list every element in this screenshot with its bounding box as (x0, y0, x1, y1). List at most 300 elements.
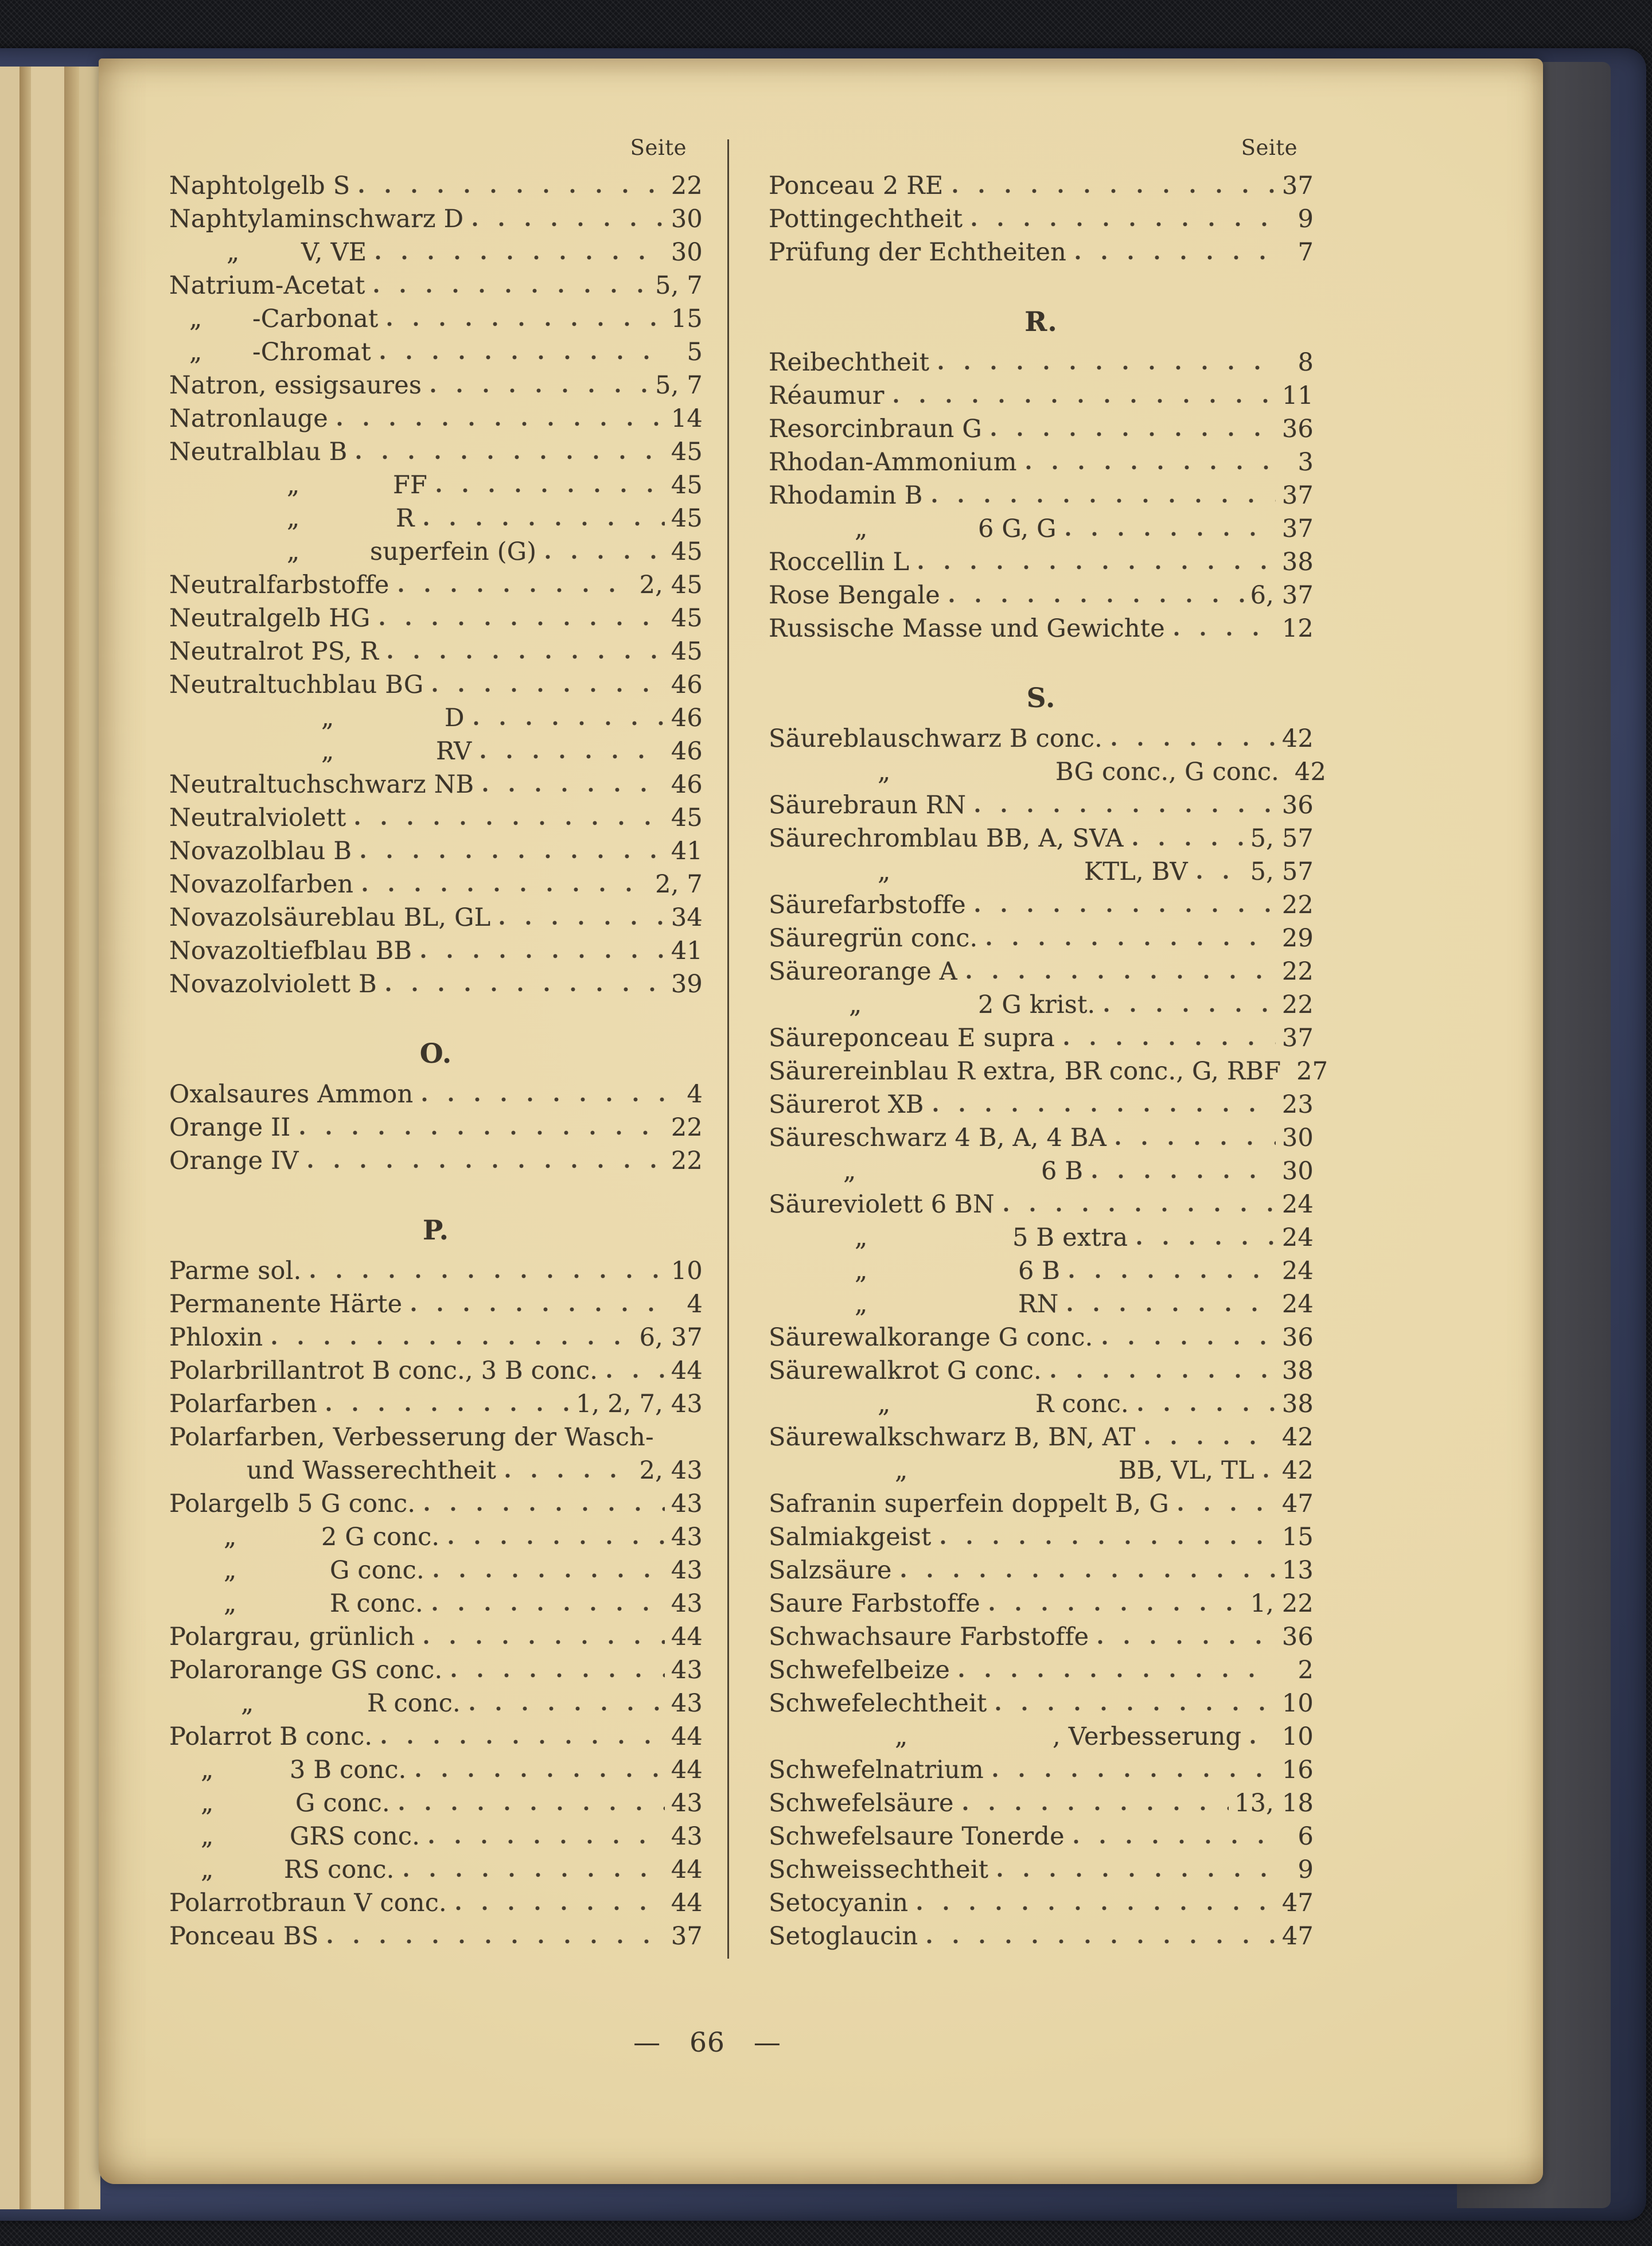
index-entry-row (169, 1620, 703, 1654)
leader-dots (473, 222, 665, 227)
page-number: 43 (671, 1689, 703, 1718)
index-entry-row (769, 1820, 1314, 1853)
page-number: 13 (1281, 1556, 1314, 1585)
entry-label: Salmiakgeist (769, 1523, 932, 1551)
page-number: 45 (671, 637, 703, 666)
entry-label: Polarrot B conc. (169, 1722, 373, 1751)
page-number: 36 (1281, 791, 1314, 820)
leader-dots (355, 821, 665, 826)
index-entry-row (769, 1354, 1314, 1387)
index-entry-row (169, 1886, 703, 1920)
index-entry-row (169, 1454, 703, 1487)
index-entry-row (169, 968, 703, 1001)
page-number: 45 (671, 537, 703, 566)
index-entry-row (169, 568, 703, 602)
leader-dots (272, 1340, 633, 1346)
leader-dots (927, 1939, 1276, 1944)
leader-dots (1092, 1174, 1276, 1179)
index-entry-row (769, 1221, 1314, 1254)
index-entry-row (169, 202, 703, 236)
index-entry-row (169, 901, 703, 934)
page-number: 43 (671, 1523, 703, 1551)
index-entry-row (169, 1920, 703, 1953)
page-number: 37 (671, 1922, 703, 1951)
index-entry-row (769, 1021, 1314, 1055)
page-number: 24 (1281, 1190, 1314, 1219)
entry-label: D (445, 704, 465, 732)
page-number: 24 (1281, 1257, 1314, 1285)
leader-dots (967, 974, 1276, 980)
index-entry-row (769, 789, 1314, 822)
page-number: 38 (1281, 548, 1314, 576)
page-number: 37 (1281, 1024, 1314, 1052)
page-number: 46 (671, 770, 703, 799)
entry-label: -Carbonat (252, 305, 379, 333)
leader-dots (1074, 1839, 1276, 1845)
page-number: 44 (671, 1756, 703, 1784)
leader-dots (1051, 1374, 1276, 1379)
page-number: 6 (1298, 1822, 1314, 1851)
index-entry-row (769, 1654, 1314, 1687)
leader-dots (470, 1706, 665, 1711)
page-number: 24 (1281, 1223, 1314, 1252)
leader-dots (399, 588, 634, 593)
page-number: 29 (1281, 924, 1314, 953)
entry-label: Säureviolett 6 BN (769, 1190, 995, 1219)
index-entry-row (769, 1055, 1328, 1088)
page-number: 13, 18 (1234, 1789, 1314, 1818)
leader-dots (1098, 1640, 1276, 1645)
ditto-mark: „ (878, 1390, 891, 1418)
index-entry-row (769, 1554, 1314, 1587)
index-entry-row (169, 1354, 703, 1387)
index-entry-row (769, 822, 1314, 855)
page-stack-edge (31, 67, 64, 2209)
leader-dots (933, 1108, 1276, 1113)
page-number: 46 (671, 704, 703, 732)
leader-dots (388, 654, 665, 660)
page-number: 5, 7 (655, 271, 703, 300)
section-heading: O. (419, 1038, 453, 1070)
index-entry-row (169, 1687, 703, 1720)
page-number: 24 (1281, 1290, 1314, 1319)
entry-label: Naphtylaminschwarz D (169, 205, 464, 233)
index-entry-row (769, 755, 1327, 789)
index-entry-row (769, 1587, 1314, 1620)
index-entry-row (769, 1853, 1314, 1886)
page-number: 9 (1298, 205, 1314, 233)
index-entry-row (769, 1387, 1314, 1421)
page-number: 2 (1298, 1656, 1314, 1684)
entry-label: Rhodan-Ammonium (769, 448, 1017, 477)
leader-dots (949, 598, 1245, 603)
index-entry-row (769, 379, 1314, 412)
entry-label: und Wasserechtheit (247, 1456, 497, 1485)
leader-dots (607, 1374, 665, 1379)
entry-label: Polarrotbraun V conc. (169, 1889, 447, 1917)
leader-dots (404, 1873, 665, 1878)
index-entry-row (169, 369, 703, 402)
leader-dots (380, 621, 665, 626)
index-entry-row (769, 1886, 1314, 1920)
entry-label: Safranin superfein doppelt B, G (769, 1489, 1169, 1518)
page-number: 22 (671, 171, 703, 200)
index-entry-row (169, 1321, 703, 1354)
leader-dots (326, 1407, 570, 1412)
index-entry-row (169, 269, 703, 302)
index-entry-row (169, 502, 703, 535)
page-number: 5, 57 (1250, 857, 1314, 886)
entry-label: BG conc., G conc. (1055, 758, 1280, 786)
index-entry-row (769, 1787, 1314, 1820)
entry-label: Neutraltuchblau BG (169, 670, 424, 699)
entry-label: Säureblauschwarz B conc. (769, 724, 1103, 753)
page-number: 6, 37 (639, 1323, 703, 1352)
ditto-mark: „ (201, 1756, 214, 1784)
page-number: 12 (1281, 614, 1314, 643)
page-number: 47 (1281, 1889, 1314, 1917)
ditto-mark: „ (224, 1556, 237, 1585)
page-number: 43 (671, 1589, 703, 1618)
column-divider-rule (727, 139, 729, 1959)
index-entry-row (769, 1620, 1314, 1654)
entry-label: Pottingechtheit (769, 205, 963, 233)
column-header-seite: Seite (1241, 135, 1298, 160)
leader-dots (1004, 1207, 1276, 1212)
leader-dots (434, 1573, 665, 1578)
index-entry-row (769, 988, 1314, 1021)
entry-label: Polarfarben (169, 1390, 317, 1418)
leader-dots (505, 1473, 633, 1479)
entry-label: Schwefelsäure (769, 1789, 954, 1818)
index-entry-row (769, 412, 1314, 446)
index-entry-row (769, 479, 1314, 512)
page-number: 36 (1281, 415, 1314, 443)
page-number: 1, 2, 7, 43 (575, 1390, 703, 1418)
ditto-mark: „ (189, 305, 202, 333)
entry-label: 3 B conc. (290, 1756, 407, 1784)
entry-label: Säureorange A (769, 957, 957, 986)
leader-dots (1116, 1141, 1276, 1146)
entry-label: R conc. (367, 1689, 461, 1718)
leader-dots (917, 1906, 1276, 1911)
entry-label: Resorcinbraun G (769, 415, 982, 443)
entry-label: Säurefarbstoffe (769, 891, 966, 919)
ditto-mark: „ (224, 1589, 237, 1618)
entry-label: Polargelb 5 G conc. (169, 1489, 416, 1518)
leader-dots (987, 941, 1276, 946)
index-entry-row (169, 635, 703, 668)
ditto-mark: „ (227, 238, 240, 267)
page-number: 1, 22 (1250, 1589, 1314, 1618)
entry-label: 2 G conc. (321, 1523, 440, 1551)
entry-label: Polarbrillantrot B conc., 3 B conc. (169, 1356, 598, 1385)
page-number: 45 (671, 804, 703, 832)
index-entry-row (769, 512, 1314, 545)
page-number: 30 (671, 205, 703, 233)
leader-dots (416, 1773, 665, 1778)
page-number: 10 (1281, 1689, 1314, 1718)
index-entry-row (769, 346, 1314, 379)
ditto-mark: „ (843, 1157, 856, 1186)
ditto-mark: „ (224, 1523, 237, 1551)
leader-dots (1145, 1440, 1276, 1445)
entry-label: V, VE (301, 238, 367, 267)
page-number: 41 (671, 937, 703, 965)
index-entry-row (769, 1520, 1314, 1554)
index-entry-row (769, 855, 1314, 888)
leader-dots (1026, 465, 1276, 470)
index-entry-row (169, 602, 703, 635)
ditto-mark: „ (855, 1223, 868, 1252)
entry-label: Rhodamin B (769, 481, 923, 510)
page-number: 42 (1294, 758, 1327, 786)
page-number: 5, 7 (655, 371, 703, 400)
leader-dots (1112, 742, 1276, 747)
entry-label: Schwefelbeize (769, 1656, 950, 1684)
page-number: 45 (671, 504, 703, 533)
leader-dots (938, 365, 1276, 371)
entry-label: Novazolblau B (169, 837, 352, 865)
leader-dots (1133, 841, 1245, 847)
leader-dots (411, 1307, 665, 1312)
page-number: 36 (1281, 1323, 1314, 1352)
page-number: 47 (1281, 1922, 1314, 1951)
index-entry-row (769, 1753, 1314, 1787)
ditto-mark: „ (189, 338, 202, 366)
index-entry-row (169, 535, 703, 568)
entry-label: Orange IV (169, 1147, 299, 1175)
leader-dots (356, 455, 665, 460)
leader-dots (474, 721, 665, 726)
ditto-mark: „ (878, 857, 891, 886)
leader-dots (1137, 1241, 1276, 1246)
index-entry-row (769, 1155, 1314, 1188)
index-entry-row (169, 868, 703, 901)
page-number: 43 (671, 1822, 703, 1851)
page-number: 44 (671, 1623, 703, 1651)
ditto-mark: „ (878, 758, 891, 786)
leader-dots (328, 1939, 665, 1944)
entry-label: RN (1018, 1290, 1059, 1319)
leader-dots (500, 921, 665, 926)
index-entry-row (769, 446, 1314, 479)
ditto-mark: „ (895, 1722, 908, 1751)
index-entry-row (169, 169, 703, 202)
page-number: 6, 37 (1250, 581, 1314, 610)
entry-label: Säuregrün conc. (769, 924, 978, 953)
page-number: 15 (1281, 1523, 1314, 1551)
index-entry-row (169, 336, 703, 369)
page-number: 30 (671, 238, 703, 267)
entry-label: Orange II (169, 1113, 291, 1142)
entry-label: Säureponceau E supra (769, 1024, 1055, 1052)
leader-dots (975, 908, 1276, 913)
leader-dots (953, 189, 1276, 194)
index-entry-row (169, 701, 703, 735)
page-number: 3 (1298, 448, 1314, 477)
entry-label: -Chromat (252, 338, 371, 366)
leader-dots (422, 1097, 665, 1102)
index-page (99, 59, 1543, 2184)
entry-label: Rose Bengale (769, 581, 940, 610)
index-entry-row (769, 579, 1314, 612)
section-heading: R. (1024, 306, 1058, 338)
index-entry-row (169, 469, 703, 502)
entry-label: Neutralblau B (169, 438, 348, 466)
entry-label: FF (393, 471, 428, 500)
entry-label: Phloxin (169, 1323, 263, 1352)
leader-dots (975, 808, 1276, 813)
entry-label: superfein (G) (370, 537, 537, 566)
index-entry-row (769, 612, 1314, 645)
leader-dots (1064, 1041, 1276, 1046)
entry-label: Säureschwarz 4 B, A, 4 BA (769, 1124, 1106, 1152)
entry-label: Polargrau, grünlich (169, 1623, 415, 1651)
entry-label: Ponceau 2 RE (769, 171, 944, 200)
page-number: 42 (1281, 1456, 1314, 1485)
entry-label: Ponceau BS (169, 1922, 319, 1951)
leader-dots (996, 1706, 1276, 1711)
leader-dots (932, 498, 1276, 504)
page-number: 38 (1281, 1390, 1314, 1418)
leader-dots (918, 565, 1276, 570)
leader-dots (437, 488, 665, 493)
entry-label: R (396, 504, 415, 533)
entry-label: Schwefelechtheit (769, 1689, 987, 1718)
ditto-mark: „ (201, 1822, 214, 1851)
leader-dots (310, 1274, 665, 1279)
page-number: 42 (1281, 1423, 1314, 1452)
leader-dots (387, 322, 665, 327)
entry-label: KTL, BV (1084, 857, 1188, 886)
index-entry-row (169, 934, 703, 968)
ditto-mark: „ (321, 737, 334, 766)
leader-dots (1067, 1307, 1276, 1312)
index-entry-row (169, 1387, 703, 1421)
ditto-mark: „ (201, 1789, 214, 1818)
page-number: 10 (671, 1257, 703, 1285)
leader-dots (989, 1606, 1245, 1612)
leader-dots (1264, 1473, 1276, 1479)
index-entry-row (769, 922, 1314, 955)
entry-label: Permanente Härte (169, 1290, 403, 1319)
page-number: 9 (1298, 1855, 1314, 1884)
section-heading: P. (423, 1215, 449, 1246)
page-number: 36 (1281, 1623, 1314, 1651)
entry-label: Setocyanin (769, 1889, 909, 1917)
leader-dots (359, 189, 665, 194)
entry-label: Oxalsaures Ammon (169, 1080, 414, 1109)
leader-dots (894, 399, 1276, 404)
entry-label: 5 B extra (1012, 1223, 1128, 1252)
ditto-mark: „ (895, 1456, 908, 1485)
index-entry-row (769, 1487, 1314, 1520)
ditto-mark: „ (287, 504, 300, 533)
leader-dots (300, 1130, 665, 1136)
index-column-right (769, 134, 1328, 1953)
page-number: 37 (1281, 171, 1314, 200)
index-entry-row (169, 435, 703, 469)
page-number: 2, 7 (655, 870, 703, 899)
index-entry-row (169, 302, 703, 336)
ditto-mark: „ (321, 704, 334, 732)
entry-label: Saure Farbstoffe (769, 1589, 980, 1618)
page-number: 5, 57 (1250, 824, 1314, 853)
entry-label: Säurechromblau BB, A, SVA (769, 824, 1124, 853)
index-entry-row (169, 835, 703, 868)
entry-label: Russische Masse und Gewichte (769, 614, 1165, 643)
page-number: 23 (1281, 1090, 1314, 1119)
index-entry-row (169, 1720, 703, 1753)
leader-dots (1104, 1008, 1276, 1013)
page-number: 37 (1281, 514, 1314, 543)
entry-label: Novazolviolett B (169, 970, 377, 999)
entry-label: Naphtolgelb S (169, 171, 350, 200)
index-entry-row (169, 236, 703, 269)
leader-dots (959, 1673, 1276, 1678)
page-number: 15 (671, 305, 703, 333)
index-entry-row (769, 888, 1314, 922)
leader-dots (993, 1773, 1276, 1778)
index-column-left (169, 134, 703, 1953)
leader-dots (998, 1873, 1276, 1878)
entry-label: G conc. (330, 1556, 424, 1585)
index-entry-row (769, 1254, 1314, 1288)
ditto-mark: „ (287, 537, 300, 566)
entry-label: Neutraltuchschwarz NB (169, 770, 474, 799)
index-entry-row (169, 1144, 703, 1177)
page-number: 43 (671, 1556, 703, 1585)
page-number: 22 (1281, 891, 1314, 919)
section-heading: S. (1026, 683, 1056, 714)
index-entry-row (769, 1720, 1314, 1753)
leader-dots (308, 1164, 665, 1169)
leader-dots (381, 1740, 665, 1745)
index-entry-row (769, 1288, 1314, 1321)
page-number: 37 (1281, 481, 1314, 510)
entry-label: Setoglaucin (769, 1922, 918, 1951)
entry-label: Natronlauge (169, 404, 328, 433)
page-number: 39 (671, 970, 703, 999)
entry-label: GRS conc. (290, 1822, 420, 1851)
leader-dots (433, 688, 665, 693)
leader-dots (380, 355, 665, 360)
column-header-seite: Seite (630, 135, 687, 160)
leader-dots (449, 1540, 665, 1545)
page-number: 43 (671, 1789, 703, 1818)
leader-dots (1178, 1507, 1276, 1512)
page-number: 4 (687, 1290, 703, 1319)
entry-label: Reibechtheit (769, 348, 930, 377)
entry-label: Neutralfarbstoffe (169, 571, 389, 599)
entry-label: Salzsäure (769, 1556, 892, 1585)
entry-label: Neutralgelb HG (169, 604, 371, 633)
page-number: 22 (671, 1113, 703, 1142)
page-number: 46 (671, 737, 703, 766)
page-number: 16 (1281, 1756, 1314, 1784)
ditto-mark: „ (287, 471, 300, 500)
ditto-mark: „ (849, 991, 862, 1019)
page-stack-edge (0, 67, 20, 2209)
index-entry-row (769, 1088, 1314, 1121)
page-number-footer: — 66 — (633, 2027, 781, 2058)
leader-dots (901, 1573, 1276, 1578)
index-entry-row (169, 1587, 703, 1620)
index-entry-row (769, 1421, 1314, 1454)
page-number: 5 (687, 338, 703, 366)
ditto-mark: „ (201, 1855, 214, 1884)
